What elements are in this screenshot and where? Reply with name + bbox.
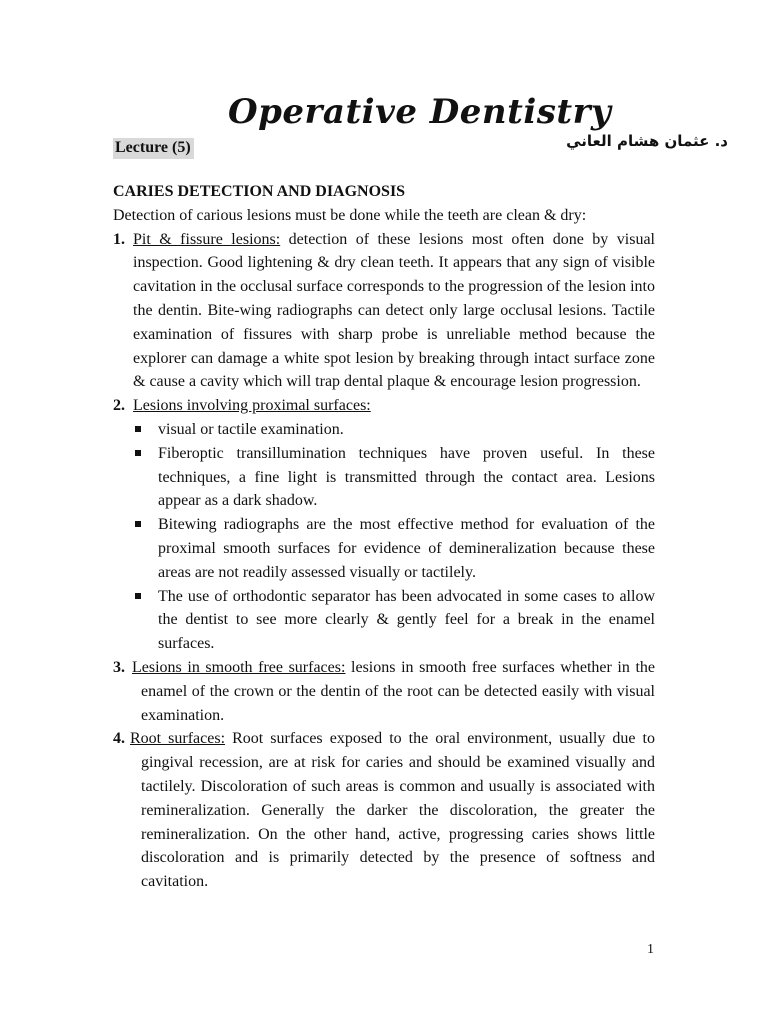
list-item-pit-fissure (113, 228, 655, 395)
bullet-item (158, 513, 655, 584)
list-item-proximal (113, 394, 655, 418)
item-text: detection of these lesions most often done by visual inspection. Good lightening & dry clean teeth. It appears that any sign of visible cavitation in the occlusal surface corresponds to the progression of the lesion into the dentin. Bite-wing radiographs can detect only large occlusal lesions. Tactile examination of fissures with sharp probe is unreliable method because the explorer can damage a white spot lesion by breaking through intact surface zone & cause a cavity which will trap dental plaque & encourage lesion progression. (133, 230, 655, 391)
intro-paragraph: Detection of carious lesions must be done while the teeth are clean & dry: (113, 206, 587, 224)
item-title: Lesions involving proximal surfaces: (133, 397, 371, 415)
square-bullet-icon (135, 450, 141, 456)
lecture-label: Lecture (5) (113, 138, 194, 159)
item-number: 1. (113, 230, 125, 248)
proximal-bullet-list (113, 418, 655, 656)
item-title: Root surfaces: (130, 730, 226, 748)
bullet-item (158, 418, 655, 442)
section-heading: CARIES DETECTION AND DIAGNOSIS (113, 183, 406, 200)
square-bullet-icon (135, 426, 141, 432)
page-title: Operative Dentistry (228, 92, 612, 132)
bullet-text: Fiberoptic transillumination techniques have proven useful. In these techniques, a fine light is transmitted through the contact area. Lesions appear as a dark shadow. (158, 444, 655, 510)
square-bullet-icon (135, 521, 141, 527)
item-number: 2. (113, 397, 125, 415)
bullet-text: visual or tactile examination. (158, 420, 344, 438)
list-item-smooth-surfaces (113, 656, 655, 727)
item-text: lesions in smooth free surfaces whether in the enamel of the crown or the dentin of the root can be detected easily with visual examination. (141, 658, 655, 724)
item-title: Pit & fissure lesions: (133, 230, 281, 248)
bullet-item (158, 442, 655, 513)
item-text: Root surfaces exposed to the oral environment, usually due to gingival recession, are at risk for caries and should be examined visually and tactilely. Discoloration of such areas is common and usually is associated with remineralization. Generally the darker the discoloration, the greater the remineralization. On the other hand, active, progressing caries shows little discoloration and is primarily detected by the presence of softness and cavitation. (141, 730, 655, 891)
bullet-item (158, 585, 655, 656)
item-number: 3. (113, 658, 125, 676)
page-number: 1 (647, 942, 654, 957)
bullet-text: Bitewing radiographs are the most effective method for evaluation of the proximal smooth surfaces for evidence of demineralization because these areas are not readily assessed visually or tactilely. (158, 516, 655, 581)
square-bullet-icon (135, 593, 141, 599)
item-number: 4. (113, 730, 125, 748)
item-title: Lesions in smooth free surfaces: (132, 658, 346, 676)
author-name: د. عثمان هشام العاني (566, 132, 728, 150)
lecture-body (113, 180, 655, 894)
bullet-text: The use of orthodontic separator has been advocated in some cases to allow the dentist to see more clearly & gently feel for a break in the enamel surfaces. (158, 587, 655, 653)
list-item-root-surfaces (113, 727, 655, 894)
